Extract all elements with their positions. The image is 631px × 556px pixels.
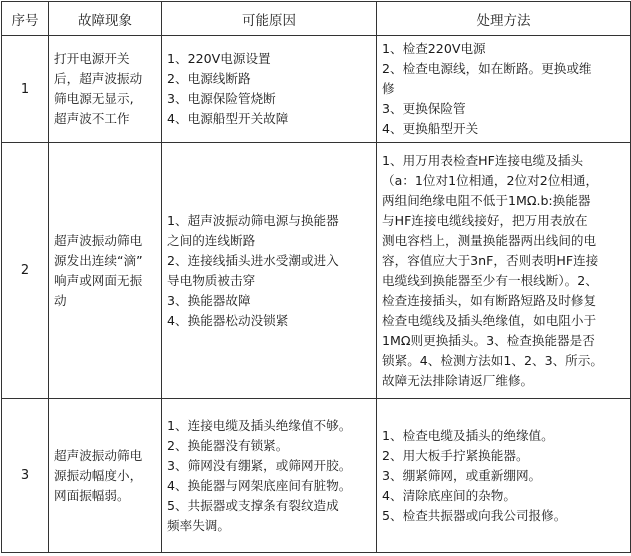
cause-line: 1、220V电源设置 — [167, 51, 271, 66]
cause-line: 频率失调。 — [167, 517, 230, 533]
phenomenon-line: 后，超声波振动 — [54, 71, 143, 86]
fault-table — [1, 1, 631, 553]
fix-line: 4、清除底座间的杂物。 — [382, 487, 516, 503]
cause-line: 1、超声波振动筛电源与换能器 — [167, 212, 339, 228]
phenomenon-line: 源发出连续“滴” — [54, 252, 143, 268]
cause-line: 4、换能器松动没锁紧 — [167, 312, 289, 328]
fix-line: 电缆线到换能器至少有一根线断）。2、 — [382, 272, 598, 288]
header-cause: 可能原因 — [162, 2, 377, 36]
row-number: 1 — [2, 36, 49, 143]
cause-line: 4、换能器与网架底座间有脏物。 — [167, 477, 352, 493]
table-row — [2, 36, 631, 143]
fix-line: 容，容值应大于3nF，否则表明HF连接 — [382, 252, 599, 268]
cause-line: 5、共振器或支撑条有裂纹造成 — [167, 497, 339, 513]
phenomenon-line: 超声波不工作 — [54, 111, 130, 126]
phenomenon-line: 源振动幅度小， — [54, 467, 143, 483]
fix-line: 两组间绝缘电阻不低于1MΩ.b:换能器 — [382, 192, 591, 208]
header-phenomenon: 故障现象 — [49, 2, 162, 36]
cause-line: 之间的连线断路 — [167, 232, 256, 248]
fix-line: 3、更换保险管 — [382, 101, 466, 116]
cause-line: 3、电源保险管烧断 — [167, 91, 276, 106]
fix-line: 修 — [382, 81, 395, 96]
phenomenon-cell — [49, 399, 162, 553]
fix-line: 2、检查电源线，如在断路。更换或维 — [382, 61, 592, 76]
phenomenon-cell — [49, 143, 162, 399]
fix-line: 测电容档上，测量换能器两出线间的电 — [382, 232, 597, 248]
fix-line: 故障无法排除请返厂维修。 — [382, 372, 534, 388]
table-row — [2, 143, 631, 399]
cause-cell — [162, 36, 377, 143]
fix-line: 1、检查220V电源 — [382, 41, 486, 56]
fix-line: 检查电缆线及插头绝缘值，如电阻小于 — [382, 312, 597, 328]
cause-line: 3、筛网没有绷紧，或筛网开胶。 — [167, 457, 352, 473]
fix-line: 1、用万用表检查HF连接电缆及插头 — [382, 152, 584, 168]
fix-line: 4、更换船型开关 — [382, 121, 479, 136]
cause-line: 导电物质被击穿 — [167, 272, 256, 288]
phenomenon-line: 打开电源开关 — [54, 51, 130, 66]
table-row — [2, 399, 631, 553]
fix-line: 1、检查电缆及插头的绝缘值。 — [382, 427, 554, 443]
cause-line: 2、换能器没有锁紧。 — [167, 437, 289, 453]
cause-cell — [162, 143, 377, 399]
fix-cell — [377, 143, 631, 399]
phenomenon-line: 响声或网面无振 — [54, 272, 143, 288]
phenomenon-line: 网面振幅弱。 — [54, 487, 130, 503]
header-no: 序号 — [2, 2, 49, 36]
fix-line: （a：1位对1位相通，2位对2位相通， — [382, 172, 599, 188]
fix-line: 与HF连接电缆线接好，把万用表放在 — [382, 212, 588, 228]
header-fix: 处理方法 — [377, 2, 631, 36]
row-number: 3 — [2, 399, 49, 553]
fix-line: 5、检查共振器或向我公司报修。 — [382, 507, 567, 523]
cause-line: 2、连接线插头进水受潮或进入 — [167, 252, 339, 268]
cause-cell — [162, 399, 377, 553]
fix-line: 1MΩ则更换插头。3、检查换能器是否 — [382, 332, 595, 348]
cause-line: 3、换能器故障 — [167, 292, 251, 308]
cause-line: 2、电源线断路 — [167, 71, 251, 86]
cause-line: 4、电源船型开关故障 — [167, 111, 289, 126]
phenomenon-line: 超声波振动筛电 — [54, 232, 143, 248]
phenomenon-line: 超声波振动筛电 — [54, 447, 143, 463]
header-row — [2, 2, 631, 36]
fix-line: 3、绷紧筛网，或重新绷网。 — [382, 467, 542, 483]
row-number: 2 — [2, 143, 49, 399]
fix-line: 锁紧。4、检测方法如1、2、3、所示。 — [382, 352, 603, 368]
phenomenon-line: 动 — [54, 292, 67, 308]
fix-line: 检查连接插头，如有断路短路及时修复 — [382, 292, 597, 308]
phenomenon-cell — [49, 36, 162, 143]
fix-cell — [377, 36, 631, 143]
phenomenon-line: 筛电源无显示, — [54, 91, 134, 106]
fix-line: 2、用大板手拧紧换能器。 — [382, 447, 529, 463]
fix-cell — [377, 399, 631, 553]
cause-line: 1、连接电缆及插头绝缘值不够。 — [167, 417, 352, 433]
